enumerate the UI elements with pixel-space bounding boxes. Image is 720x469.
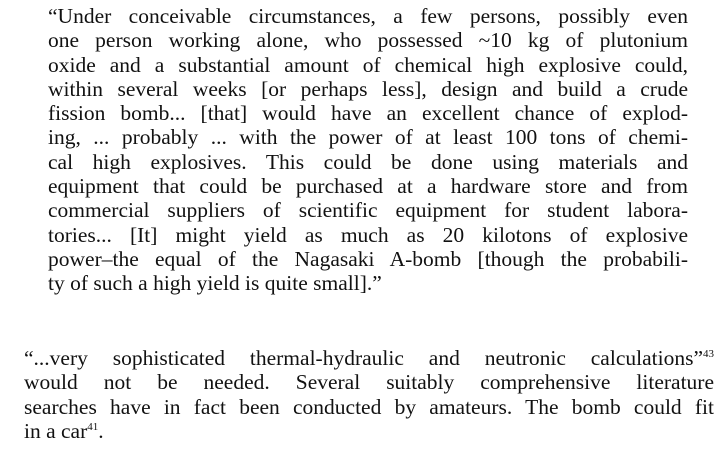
body-line-text: “...very sophisticated thermal-hydraulic and neutronic calculations” bbox=[24, 346, 703, 370]
footnote-ref: 41 bbox=[87, 420, 99, 433]
quote-line: fission bomb... [that] would have an excellent chance of explod- bbox=[48, 101, 688, 126]
footnote-ref: 43 bbox=[703, 347, 714, 360]
body-line: searches have in fact been conducted by amateurs. The bomb could fit bbox=[24, 394, 714, 419]
body-line-text: in a car bbox=[24, 418, 88, 443]
body-paragraph bbox=[24, 346, 714, 443]
quote-line: equipment that could be purchased at a hardware store and from bbox=[48, 174, 688, 199]
quote-line: tories... [It] might yield as much as 20 kilotons of explosive bbox=[48, 222, 688, 247]
quote-line: ty of such a high yield is quite small].” bbox=[48, 271, 382, 296]
block-quote bbox=[48, 4, 688, 296]
quote-line: ing, ... probably ... with the power of at least 100 tons of chemi- bbox=[48, 125, 688, 150]
body-line-punct: . bbox=[98, 418, 104, 443]
body-line bbox=[24, 346, 714, 370]
quote-line: cal high explosives. This could be done using materials and bbox=[48, 149, 688, 174]
quote-line: one person working alone, who possessed ~10 kg of plutonium bbox=[48, 28, 688, 53]
quote-line: within several weeks [or perhaps less], design and build a crude bbox=[48, 76, 688, 101]
quote-line: oxide and a substantial amount of chemical high explosive could, bbox=[48, 52, 688, 77]
quote-line: “Under conceivable circumstances, a few persons, possibly even bbox=[48, 4, 688, 28]
body-line bbox=[24, 419, 714, 443]
quote-line: commercial suppliers of scientific equipment for student labora- bbox=[48, 198, 688, 223]
body-line: would not be needed. Several suitably comprehensive literature bbox=[24, 370, 714, 395]
quote-line: power–the equal of the Nagasaki A-bomb [though the probabili- bbox=[48, 246, 688, 271]
